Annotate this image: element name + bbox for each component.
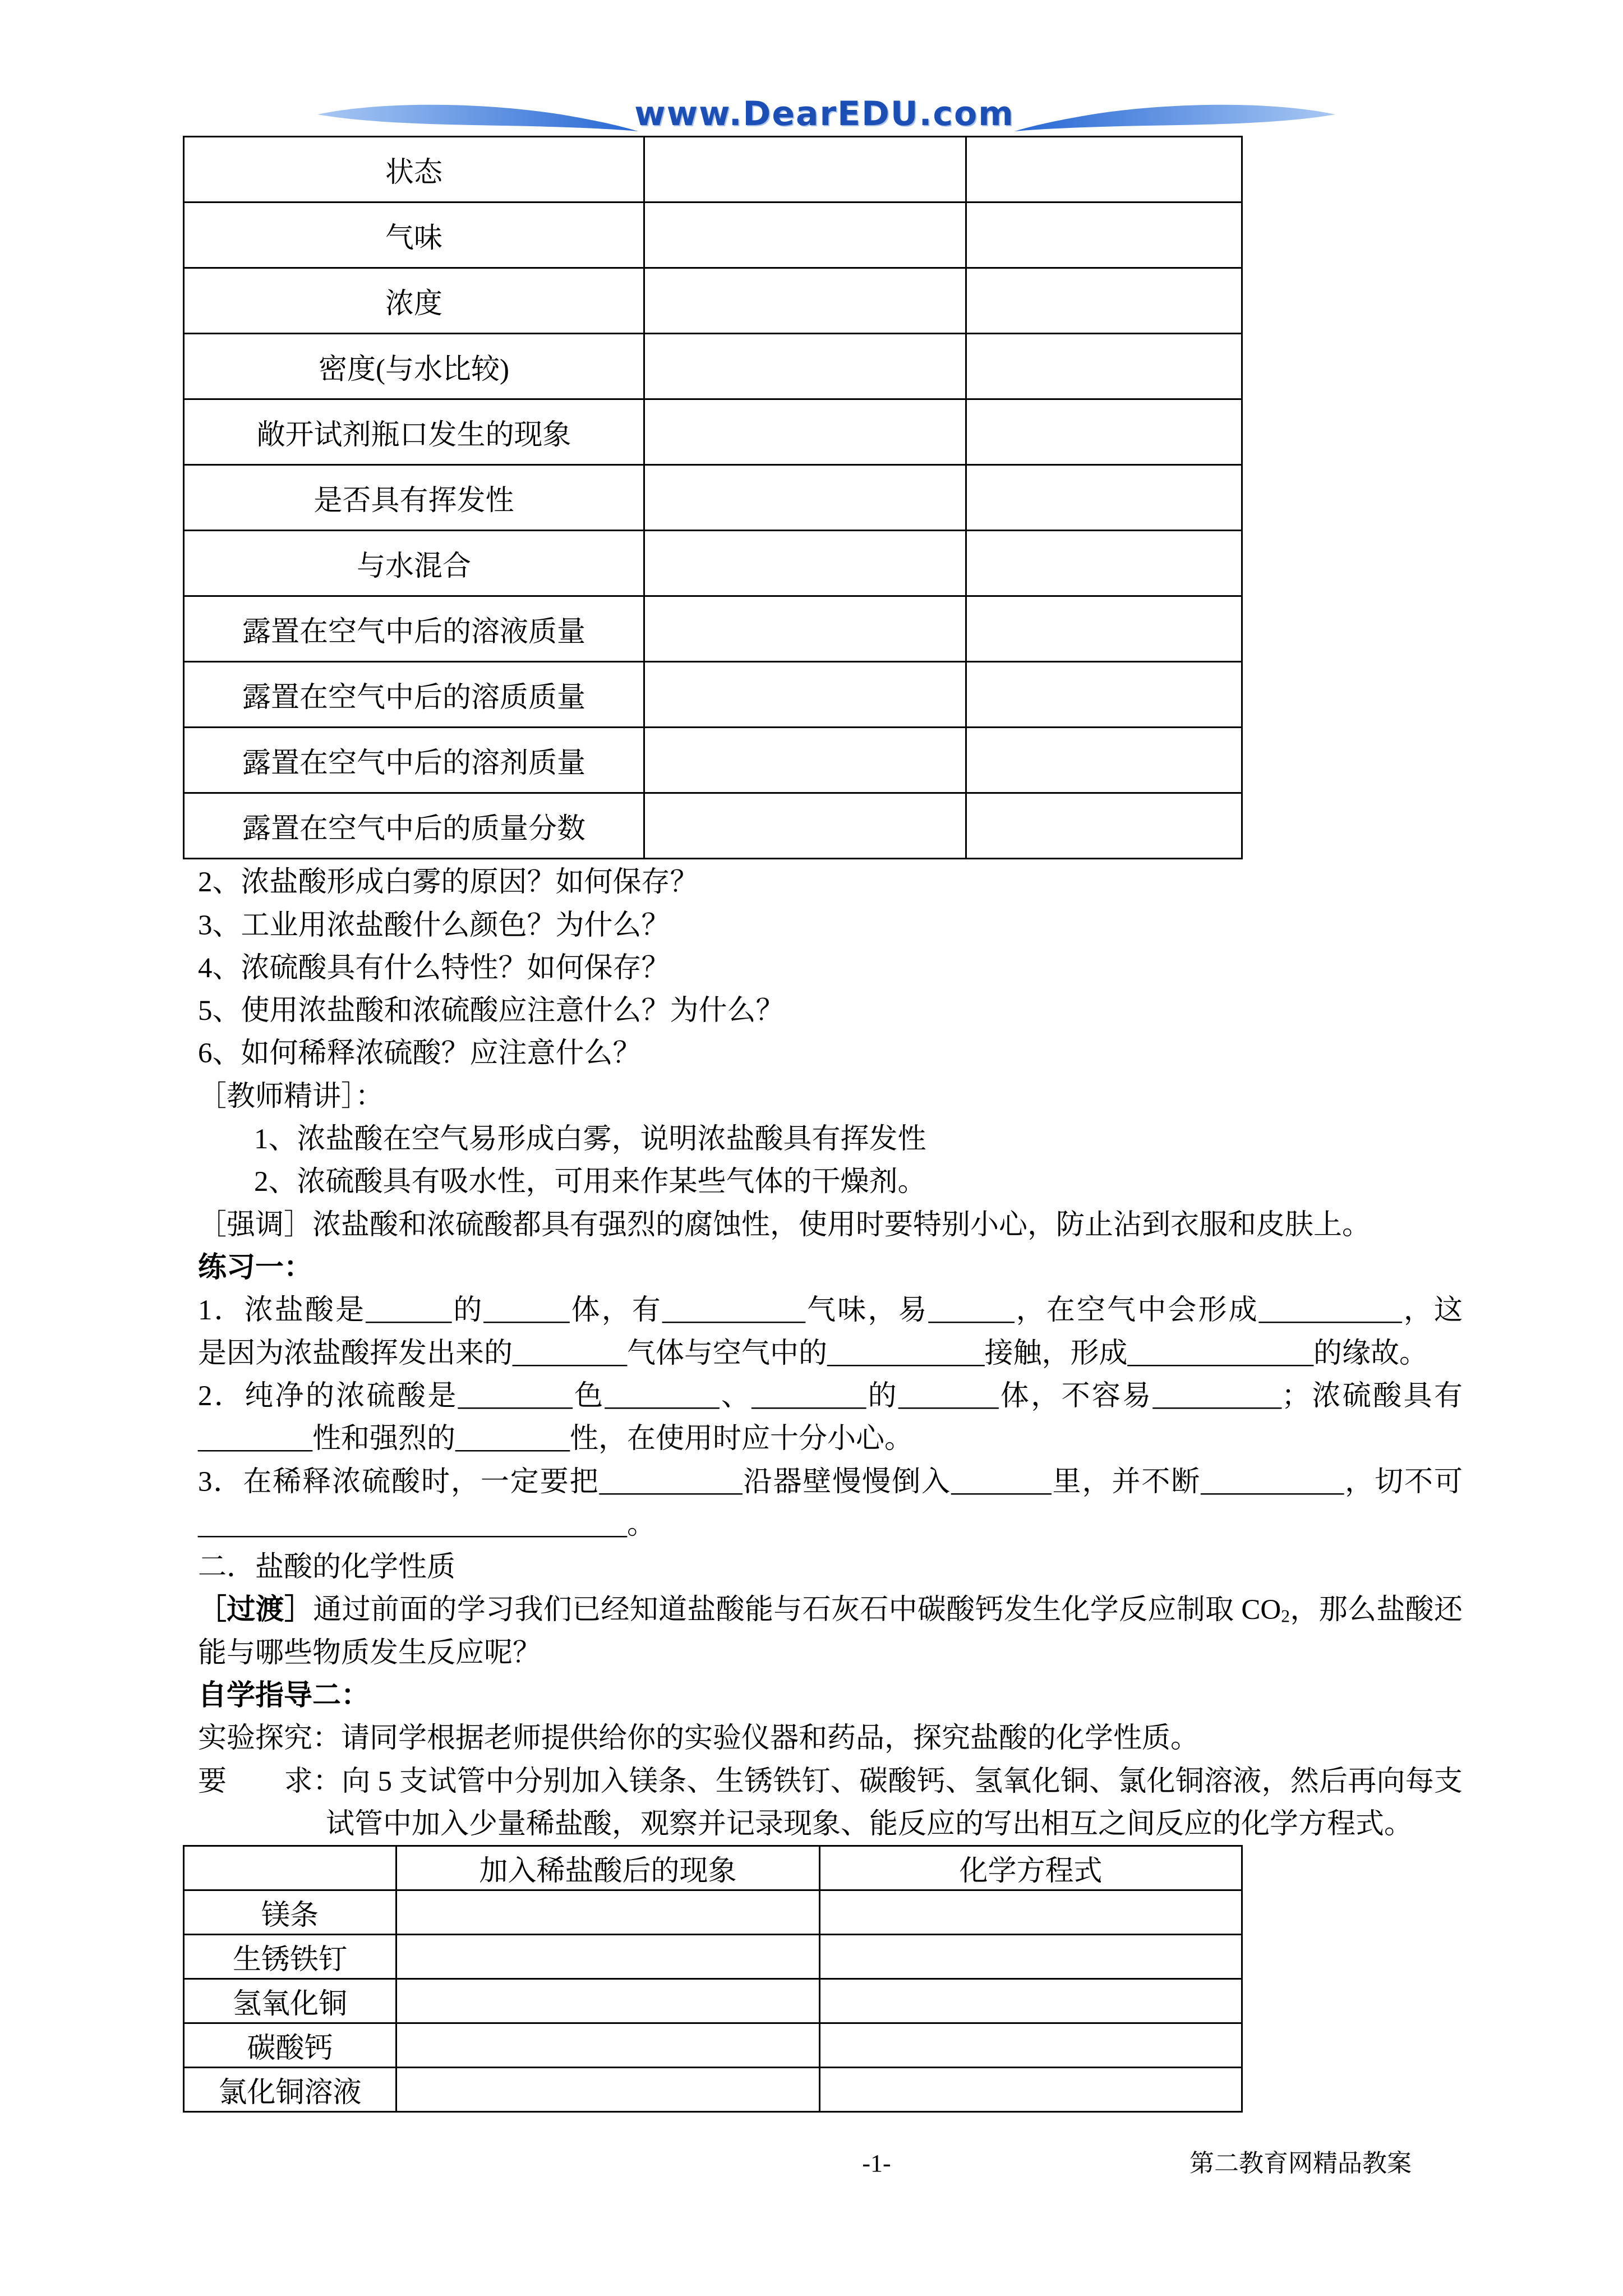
transition-tag: ［过渡］ bbox=[198, 1594, 313, 1626]
answer-cell bbox=[644, 531, 966, 596]
answer-cell bbox=[644, 728, 966, 793]
experiment-table bbox=[183, 1845, 1243, 2113]
exercise-line: ______________________________。 bbox=[198, 1509, 656, 1540]
requirement-text: 试管中加入少量稀盐酸，观察并记录现象、能反应的写出相互之间反应的化学方程式。 bbox=[326, 1809, 1413, 1840]
answer-cell bbox=[966, 465, 1242, 531]
answer-cell bbox=[396, 1935, 820, 1979]
emphasis-note: ［强调］浓盐酸和浓硫酸都具有强烈的腐蚀性，使用时要特别小心，防止沾到衣服和皮肤上。 bbox=[198, 1209, 1371, 1241]
question-5: 5、使用浓盐酸和浓硫酸应注意什么？为什么？ bbox=[198, 995, 785, 1027]
property-label: 浓度 bbox=[184, 268, 644, 334]
table-row bbox=[184, 334, 1242, 399]
logo-text: www.DearEDU.com bbox=[634, 94, 1015, 134]
answer-cell bbox=[966, 203, 1242, 268]
property-label: 露置在空气中后的质量分数 bbox=[184, 793, 644, 859]
property-label: 密度(与水比较) bbox=[184, 334, 644, 399]
table-row bbox=[184, 662, 1242, 728]
exercise-line: ________性和强烈的________性，在使用时应十分小心。 bbox=[198, 1423, 914, 1455]
property-label: 露置在空气中后的溶液质量 bbox=[184, 596, 644, 662]
substance-label: 镁条 bbox=[184, 1890, 396, 1935]
table-row bbox=[184, 728, 1242, 793]
properties-table bbox=[183, 136, 1243, 859]
teacher-point: 1、浓盐酸在空气易形成白雾，说明浓盐酸具有挥发性 bbox=[254, 1124, 926, 1155]
answer-cell bbox=[820, 2068, 1242, 2112]
substance-label: 生锈铁钉 bbox=[184, 1935, 396, 1979]
transition-text: 通过前面的学习我们已经知道盐酸能与石灰石中碳酸钙发生化学反应制取 CO bbox=[313, 1594, 1281, 1626]
question-3: 3、工业用浓盐酸什么颜色？为什么？ bbox=[198, 910, 670, 941]
transition-continuation: 能与哪些物质发生反应呢？ bbox=[198, 1637, 542, 1669]
page-number: -1- bbox=[862, 2150, 891, 2177]
table-header-row bbox=[184, 1846, 1242, 1890]
transition-text-end: ，那么盐酸还 bbox=[1290, 1594, 1463, 1626]
exercise-line: 是因为浓盐酸挥发出来的________气体与空气中的___________接触，形成_____________的缘故。 bbox=[198, 1338, 1428, 1369]
table-row bbox=[184, 1935, 1242, 1979]
answer-cell bbox=[966, 137, 1242, 203]
transition-line bbox=[198, 1589, 1463, 1631]
answer-cell bbox=[644, 465, 966, 531]
answer-cell bbox=[966, 334, 1242, 399]
inquiry-text: 实验探究：请同学根据老师提供给你的实验仪器和药品，探究盐酸的化学性质。 bbox=[198, 1723, 1200, 1754]
table-row bbox=[184, 2068, 1242, 2112]
table-row bbox=[184, 1890, 1242, 1935]
answer-cell bbox=[644, 662, 966, 728]
property-label: 敞开试剂瓶口发生的现象 bbox=[184, 399, 644, 465]
property-label: 露置在空气中后的溶质质量 bbox=[184, 662, 644, 728]
column-header: 加入稀盐酸后的现象 bbox=[396, 1846, 820, 1890]
exercise-heading: 练习一： bbox=[198, 1252, 313, 1283]
answer-cell bbox=[966, 793, 1242, 859]
table-row bbox=[184, 531, 1242, 596]
property-label: 是否具有挥发性 bbox=[184, 465, 644, 531]
answer-cell bbox=[396, 1890, 820, 1935]
answer-cell bbox=[644, 137, 966, 203]
exercise-line: 1．浓盐酸是______的______体，有__________气味，易______，在空气中会形成__________，这 bbox=[198, 1295, 1463, 1326]
table-row bbox=[184, 1979, 1242, 2023]
section-heading: 二．盐酸的化学性质 bbox=[198, 1552, 456, 1583]
table-row bbox=[184, 268, 1242, 334]
answer-cell bbox=[966, 399, 1242, 465]
teacher-heading: ［教师精讲］： bbox=[198, 1081, 384, 1112]
table-row bbox=[184, 465, 1242, 531]
property-label: 气味 bbox=[184, 203, 644, 268]
table-row bbox=[184, 203, 1242, 268]
answer-cell bbox=[820, 1935, 1242, 1979]
answer-cell bbox=[820, 1890, 1242, 1935]
table-row bbox=[184, 399, 1242, 465]
answer-cell bbox=[966, 728, 1242, 793]
answer-cell bbox=[644, 334, 966, 399]
answer-cell bbox=[396, 2068, 820, 2112]
question-6: 6、如何稀释浓硫酸？应注意什么？ bbox=[198, 1038, 642, 1069]
table-row bbox=[184, 2023, 1242, 2068]
answer-cell bbox=[644, 399, 966, 465]
teacher-point: 2、浓硫酸具有吸水性，可用来作某些气体的干燥剂。 bbox=[254, 1166, 926, 1198]
answer-cell bbox=[820, 2023, 1242, 2068]
question-4: 4、浓硫酸具有什么特性？如何保存？ bbox=[198, 953, 670, 984]
requirement-text: 要 求：向 5 支试管中分别加入镁条、生锈铁钉、碳酸钙、氢氧化铜、氯化铜溶液，然后再向每支 bbox=[198, 1766, 1463, 1797]
substance-label: 碳酸钙 bbox=[184, 2023, 396, 2068]
answer-cell bbox=[396, 2023, 820, 2068]
answer-cell bbox=[644, 203, 966, 268]
answer-cell bbox=[396, 1979, 820, 2023]
answer-cell bbox=[966, 268, 1242, 334]
substance-label: 氯化铜溶液 bbox=[184, 2068, 396, 2112]
property-label: 露置在空气中后的溶剂质量 bbox=[184, 728, 644, 793]
table-row bbox=[184, 596, 1242, 662]
substance-label: 氢氧化铜 bbox=[184, 1979, 396, 2023]
answer-cell bbox=[644, 793, 966, 859]
question-2: 2、浓盐酸形成白雾的原因？如何保存？ bbox=[198, 867, 699, 898]
table-row bbox=[184, 793, 1242, 859]
table-row bbox=[184, 137, 1242, 203]
co2-subscript: 2 bbox=[1281, 1606, 1290, 1626]
answer-cell bbox=[644, 596, 966, 662]
logo-swoosh-right bbox=[1015, 105, 1335, 131]
answer-cell bbox=[644, 268, 966, 334]
guide-heading: 自学指导二： bbox=[198, 1680, 370, 1711]
footer-source: 第二教育网精品教案 bbox=[1189, 2150, 1412, 2177]
answer-cell bbox=[820, 1979, 1242, 2023]
answer-cell bbox=[966, 596, 1242, 662]
answer-cell bbox=[966, 662, 1242, 728]
property-label: 状态 bbox=[184, 137, 644, 203]
answer-cell bbox=[966, 531, 1242, 596]
logo-swoosh-left bbox=[317, 105, 638, 131]
header-empty-cell bbox=[184, 1846, 396, 1890]
exercise-line: 3．在稀释浓硫酸时，一定要把__________沿器壁慢慢倒入_______里，并不断__________，切不可 bbox=[198, 1466, 1463, 1498]
property-label: 与水混合 bbox=[184, 531, 644, 596]
column-header: 化学方程式 bbox=[820, 1846, 1242, 1890]
exercise-line: 2．纯净的浓硫酸是________色________、________的_______体，不容易_________；浓硫酸具有 bbox=[198, 1381, 1463, 1412]
